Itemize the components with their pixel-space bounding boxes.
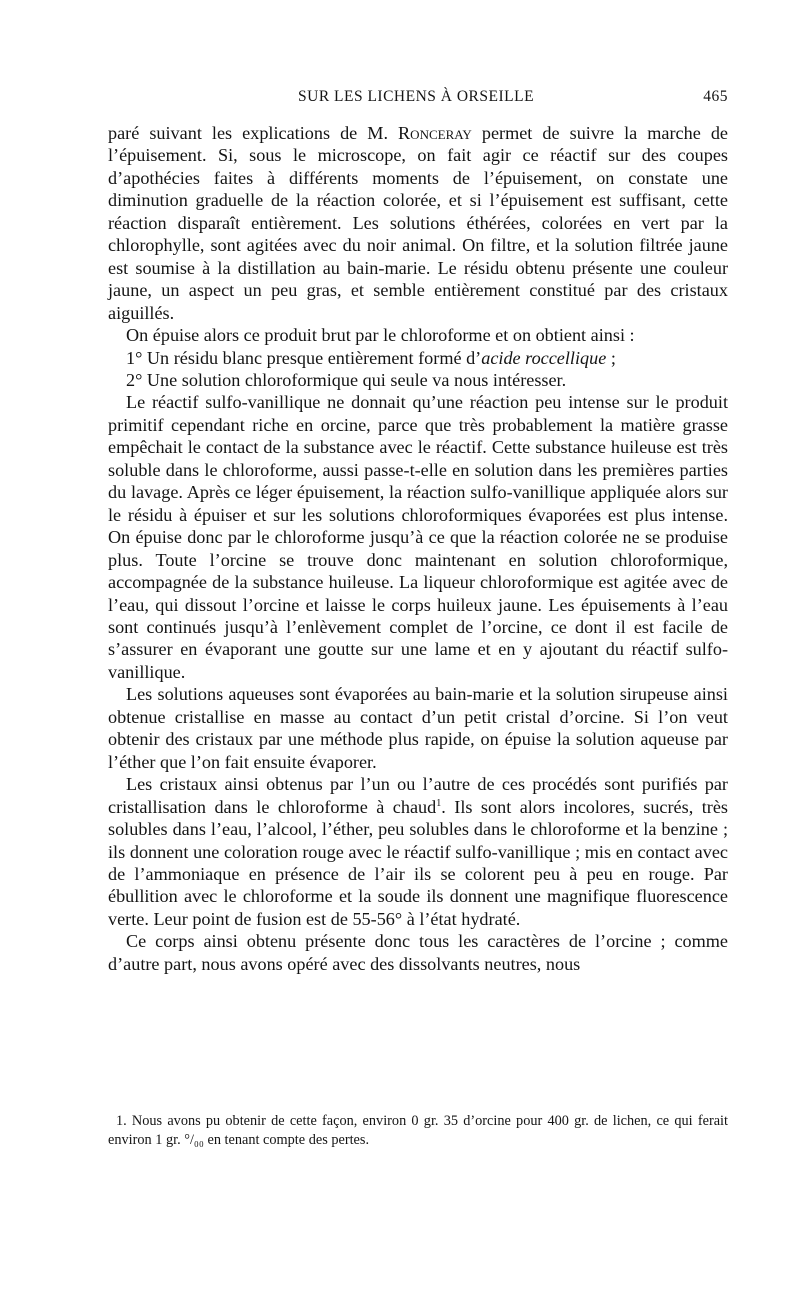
paragraph-1-text-b: permet de suivre la marche de l’épuisement. Si, sous le microscope, on fait agir ce réactif sur des coupes d’apothécies faites à différents moments de l’épuisement, on constate une diminution graduelle de la réaction colorée, et si l’épuisement est suffisant, cette réaction disparaît entièrement. Les solutions éthérées, colorées en vert par la chlorophylle, sont agitées avec du noir animal. On filtre, et la solution filtrée jaune est soumise à la distillation au bain-marie. Le résidu obtenu présente une couleur jaune, un aspect un peu gras, et semble entièrement constitué par des cristaux aiguillés.	[108, 123, 728, 323]
paragraph-4: Les solutions aqueuses sont évaporées au bain-marie et la solution sirupeuse ainsi obtenue cristallise en masse au contact d’un petit cristal d’orcine. Si l’on veut obtenir des cristaux par une méthode plus rapide, on épuise la solution aqueuse par l’éther que l’on fait ensuite évaporer.	[108, 684, 728, 772]
paragraph-5-text-a: Les cristaux ainsi obtenus par l’un ou l’autre de ces procédés sont purifiés par cristallisation dans le chloroforme à chaud	[108, 774, 728, 817]
paragraph-5	[108, 773, 728, 930]
running-title: SUR LES LICHENS À ORSEILLE	[298, 88, 535, 105]
paragraph-3: Le réactif sulfo-vanillique ne donnait qu’une réaction peu intense sur le produit primitif cependant riche en orcine, parce que très probablement la matière grasse empêchait le contact de la substance avec le réactif. Cette substance huileuse est très soluble dans le chloroforme, aussi passe-t-elle en solution dans les premières parties du lavage. Après ce léger épuisement, la réaction sulfo-vanillique appliquée alors sur le résidu à épuiser et sur les solutions chloroformiques évaporées est plus intense. On épuise donc par le chloroforme jusqu’à ce que la réaction colorée ne se produise plus. Toute l’orcine se trouve donc maintenant en solution chloroformique, accompagnée de la substance huileuse. La liqueur chloroformique est agitée avec de l’eau, qui dissout l’orcine et laisse le corps huileux jaune. Les épuisements à l’eau sont continués jusqu’à l’enlèvement complet de l’orcine, ce dont il est facile de s’assurer en évaporant une goutte sur une lame et en y ajoutant du réactif sulfo-vanillique.	[108, 392, 728, 682]
author-name: Ronceray	[398, 123, 472, 143]
list-item-1-end: ;	[606, 347, 616, 368]
footnote-1: 1. Nous avons pu obtenir de cette façon, environ 0 gr. 35 d’orcine pour 400 gr. de lichen, ce qui ferait environ 1 gr. °/₀₀ en tenant compte des pertes.	[108, 1113, 728, 1148]
running-header	[108, 88, 728, 112]
paragraph-1-text-a: paré suivant les explications de M.	[108, 123, 399, 143]
page-number: 465	[703, 88, 728, 105]
paragraph-6: Ce corps ainsi obtenu présente donc tous les caractères de l’orcine ; comme d’autre part, nous avons opéré avec des dissolvants neutres, nous	[108, 931, 728, 974]
paragraph-2: On épuise alors ce produit brut par le chloroforme et on obtient ainsi :	[126, 325, 635, 346]
footnote-ref[interactable]: 1	[436, 797, 442, 809]
acid-name: acide roccellique	[481, 347, 607, 368]
footnotes	[108, 1112, 728, 1150]
list-item-1-text: 1° Un résidu blanc presque entièrement formé d’	[126, 347, 482, 368]
paragraph-5-text-b: . Ils sont alors incolores, sucrés, très solubles dans l’eau, l’alcool, l’éther, peu solubles dans le chloroforme et la benzine ; ils donnent une coloration rouge avec le réactif sulfo-vanillique ; mis en contact avec de l’ammoniaque en présence de l’air ils se colorent peu à peu en rouge. Par ébullition avec le chloroforme et la soude ils donnent une magnifique fluorescence verte. Leur point de fusion est de 55-56° à l’état hydraté.	[108, 796, 728, 929]
list-item-2: 2° Une solution chloroformique qui seule va nous intéresser.	[126, 369, 567, 390]
paragraph-1	[108, 122, 728, 324]
body-text	[108, 122, 728, 975]
list-item-1	[108, 347, 728, 369]
